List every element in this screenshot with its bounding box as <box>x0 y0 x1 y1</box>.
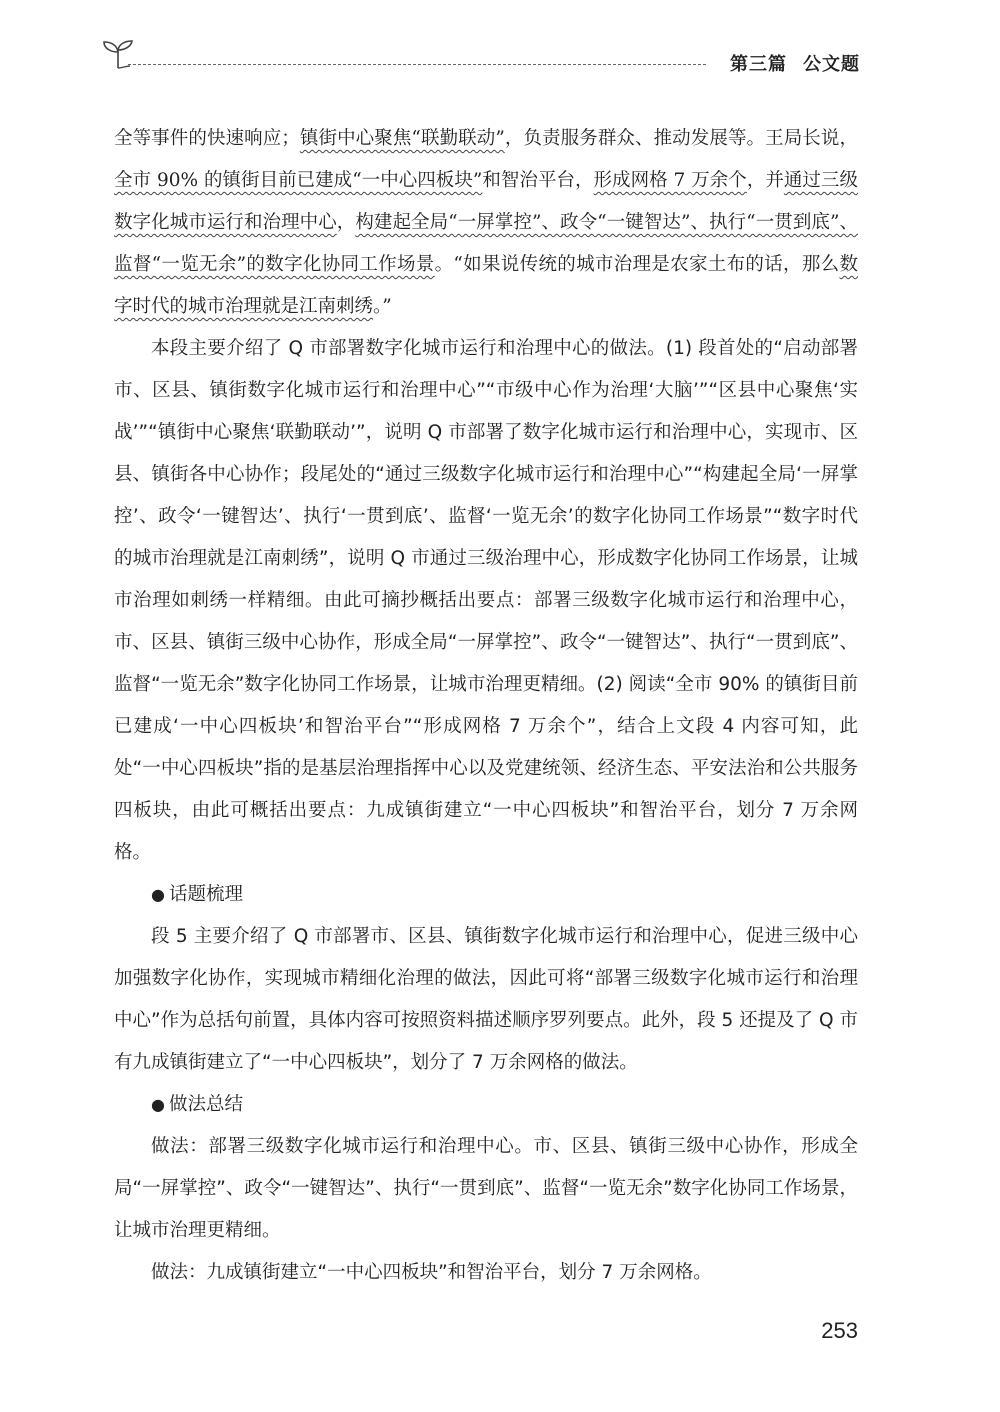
analysis-paragraph: 本段主要介绍了 Q 市部署数字化城市运行和治理中心的做法。(1) 段首处的“启动部署市、区县、镇街数字化城市运行和治理中心”“市级中心作为治理‘大脑’”“区县中心聚焦‘实战’”“镇街中心聚焦‘联勤联动’”，说明 Q 市部署了数字化城市运行和治理中心，实现市、区县、镇街各中心协作；段尾处的“通过三级数字化城市运行和治理中心”“构建起全局‘一屏掌控’、政令‘一键智达’、执行‘一贯到底’、监督‘一览无余’的数字化协同工作场景”“数字时代的城市治理就是江南刺绣”，说明 Q 市通过三级治理中心，形成数字化协同工作场景，让城市治理如刺绣一样精细。由此可摘抄概括出要点：部署三级数字化城市运行和治理中心，市、区县、镇街三级中心协作，形成全局“一屏掌控”、政令“一键智达”、执行“一贯到底”、监督“一览无余”数字化协同工作场景，让城市治理更精细。(2) 阅读“全市 90% 的镇街目前已建成‘一中心四板块’和智治平台”“形成网格 7 万余个”，结合上文段 4 内容可知，此处“一中心四板块”指的是基层治理指挥中心以及党建统领、经济生态、平安法治和公共服务四板块，由此可概括出要点：九成镇街建立“一中心四板块”和智治平台，划分 7 万余网格。 <box>114 338 858 863</box>
underlined-phrase: 数字时代的城市治理就是江南刺绣 <box>114 254 858 317</box>
quote-text: 和智治平台， <box>482 170 594 191</box>
header-rule <box>128 64 706 65</box>
bullet-dot-icon: ● <box>151 1095 165 1114</box>
underlined-phrase: 全市 90% 的镇街目前已建成“一中心四板块” <box>114 170 483 191</box>
underlined-phrase: 构建起全局“一屏掌控”、政令“一键智达”、执行“一贯到底”、监督“一览无余”的数字化协同工作场景 <box>114 212 858 275</box>
underlined-phrase: 形成网格 7 万余个 <box>593 170 747 191</box>
topic-heading-label: 话题梳理 <box>168 884 243 905</box>
sprout-icon <box>100 38 136 72</box>
quote-text: 。“如果说传统的城市治理是农家土布的话，那么 <box>434 254 840 275</box>
summary-heading-label: 做法总结 <box>168 1094 243 1115</box>
method-paragraph-1: 做法：部署三级数字化城市运行和治理中心。市、区县、镇街三级中心协作，形成全局“一屏掌控”、政令“一键智达”、执行“一贯到底”、监督“一览无余”数字化协同工作场景，让城市治理更精细。 <box>114 1136 858 1241</box>
header-part: 第三篇 <box>730 54 787 75</box>
topic-heading <box>114 874 858 916</box>
topic-paragraph: 段 5 主要介绍了 Q 市部署市、区县、镇街数字化城市运行和治理中心，促进三级中心加强数字化协作，实现城市精细化治理的做法，因此可将“部署三级数字化城市运行和治理中心”作为总括句前置，具体内容可按照资料描述顺序罗列要点。此外，段 5 还提及了 Q 市有九成镇街建立了“一中心四板块”，划分了 7 万余网格的做法。 <box>114 926 858 1073</box>
page-number: 253 <box>821 1318 858 1343</box>
quote-text: 。” <box>373 296 392 317</box>
running-header <box>730 50 860 76</box>
quote-text: 全等事件的快速响应； <box>114 128 300 149</box>
summary-heading <box>114 1084 858 1126</box>
bullet-dot-icon: ● <box>151 885 165 904</box>
quote-text: ， <box>336 212 356 233</box>
page-body <box>114 118 858 1294</box>
quote-text: ，并 <box>746 170 784 191</box>
method-paragraph-2: 做法：九成镇街建立“一中心四板块”和智治平台，划分 7 万余网格。 <box>151 1262 712 1283</box>
header-section: 公文题 <box>803 54 860 75</box>
underlined-phrase: 镇街中心聚焦“联勤联动” <box>299 128 505 149</box>
underlined-phrase: 通过三级数字化城市运行和治理中心 <box>114 170 858 233</box>
quote-paragraph <box>114 118 858 328</box>
quote-text: ，负责服务群众、推动发展等。王局长说， <box>504 128 858 149</box>
page-header <box>100 38 860 78</box>
